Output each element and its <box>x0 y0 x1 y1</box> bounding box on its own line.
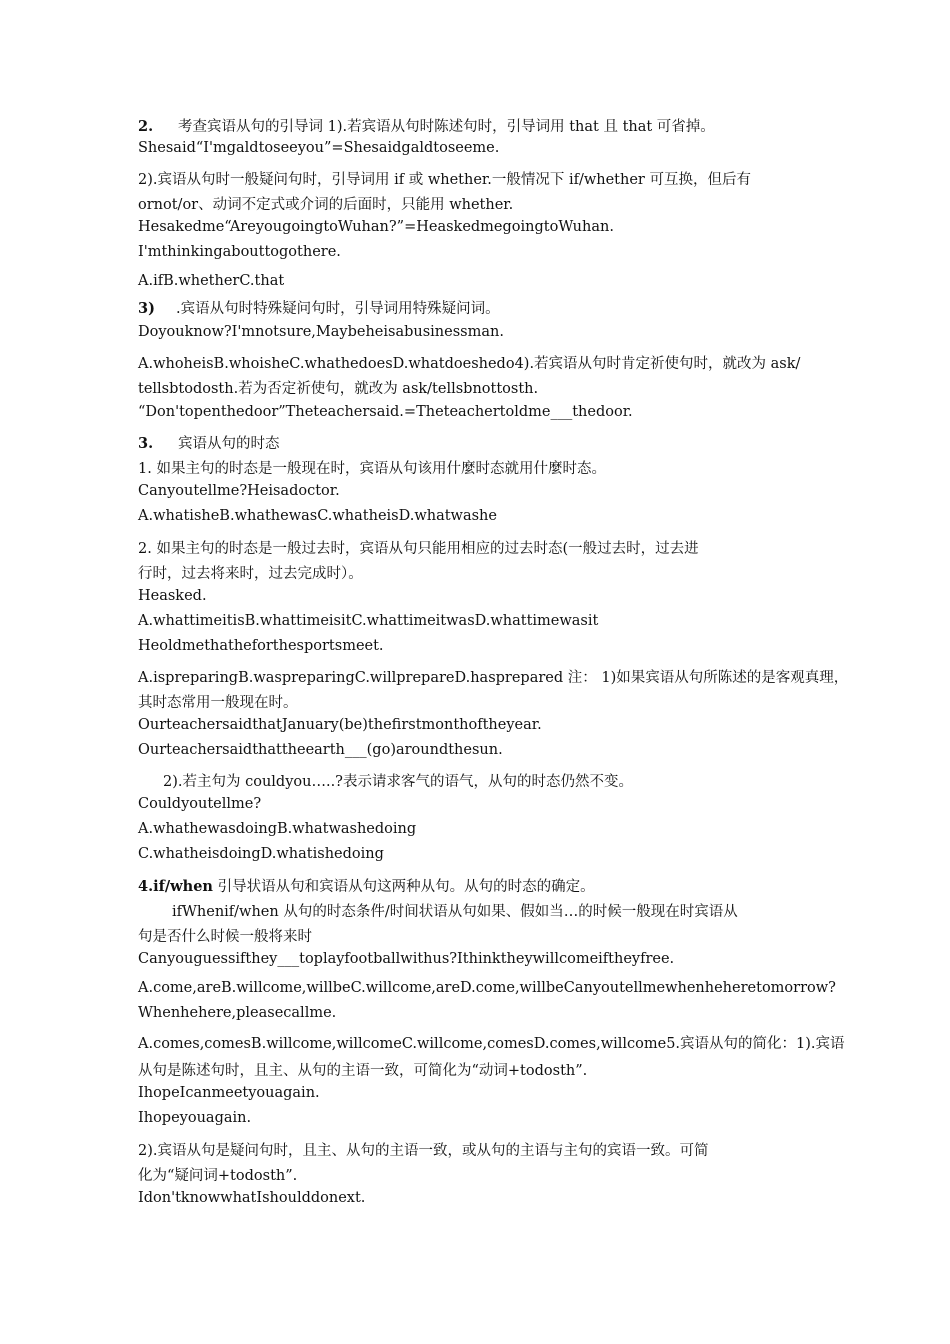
line-text: .宾语从句时特殊疑问句时，引导词用特殊疑问词。 <box>176 301 500 317</box>
line-text: I'mthinkingabouttogothere. <box>138 244 341 260</box>
line-text: Whenhehere,pleasecallme. <box>138 1005 337 1021</box>
text-line <box>138 980 836 996</box>
line-text: 其时态常用一般现在时。 <box>138 695 298 711</box>
text-line <box>138 875 595 896</box>
text-line <box>138 352 800 373</box>
line-text: ifWhenif/when 从句的时态条件/时间状语从句如果、假如当…的时候一般现在时宾语从 <box>172 904 738 920</box>
line-text: Idon'tknowwhatIshoulddonext. <box>138 1190 366 1206</box>
line-text: Heoldmethatheforthesportsmeet. <box>138 638 384 654</box>
line-text: Ihopeyouagain. <box>138 1110 252 1126</box>
text-line <box>138 404 633 420</box>
text-line <box>138 1110 251 1126</box>
line-text: A.ifB.whetherC.that <box>138 273 285 289</box>
text-line <box>138 297 500 318</box>
line-text: OurteachersaidthatJanuary(be)thefirstmonthoftheyear. <box>138 717 542 733</box>
text-line <box>138 742 503 758</box>
line-text: A.whathewasdoingB.whatwashedoing <box>138 821 417 837</box>
line-text: 行时，过去将来时，过去完成时）。 <box>138 566 363 582</box>
text-line <box>138 588 207 604</box>
text-line <box>138 508 497 524</box>
line-text: 1. 如果主句的时态是一般现在时，宾语从句该用什麼时态就用什麼时态。 <box>138 461 606 477</box>
text-line <box>138 638 384 654</box>
text-line <box>138 562 363 583</box>
text-line <box>138 925 312 946</box>
text-line <box>138 244 341 260</box>
line-text: Couldyoutellme? <box>138 796 262 812</box>
text-line <box>138 168 751 189</box>
text-line <box>138 377 538 398</box>
line-text: A.whoheisB.whoisheC.whathedoesD.whatdoeshedo4).若宾语从句时肯定祈使句时，就改为 ask/ <box>138 356 801 372</box>
item-number: 3) <box>138 300 155 317</box>
text-line <box>138 1164 297 1185</box>
line-text: C.whatheisdoingD.whatishedoing <box>138 846 384 862</box>
line-text: A.whattimeitisB.whattimeisitC.whattimeitwasD.whattimewasit <box>138 613 599 629</box>
line-text: 从句是陈述句时，且主、从句的主语一致，可简化为“动词+todosth”. <box>138 1063 588 1079</box>
text-line <box>138 951 674 967</box>
line-text: 2).若主句为 couldyou…..?表示请求客气的语气，从句的时态仍然不变。 <box>163 774 633 790</box>
line-text: 2. 如果主句的时态是一般过去时，宾语从句只能用相应的过去时态(一般过去时，过去进 <box>138 541 699 557</box>
line-text: IhopeIcanmeetyouagain. <box>138 1085 320 1101</box>
line-text: A.come,areB.willcome,willbeC.willcome,areD.come,willbeCanyoutellmewhenheheretomorrow? <box>138 980 836 996</box>
text-line <box>138 1059 587 1080</box>
text-line <box>138 457 606 478</box>
line-text: Canyoutellme?Heisadoctor. <box>138 483 340 499</box>
text-line <box>138 821 416 837</box>
text-line <box>138 1032 845 1053</box>
line-text: 化为“疑问词+todosth”. <box>138 1168 298 1184</box>
line-text: Shesaid“I'mgaldtoseeyou”=Shesaidgaldtoseeme. <box>138 140 500 156</box>
line-text: tellsbtodosth.若为否定祈使句，就改为 ask/tellsbnottosth. <box>138 381 539 397</box>
text-line <box>138 193 513 214</box>
text-line <box>138 1005 336 1021</box>
line-text: A.ispreparingB.waspreparingC.willprepareD.hasprepared 注： 1)如果宾语从句所陈述的是客观真理， <box>138 670 849 686</box>
line-text: A.whatisheB.whathewasC.whatheisD.whatwashe <box>138 508 497 524</box>
line-text: 考查宾语从句的引导词 1).若宾语从句时陈述句时，引导词用 that 且 that 可省掉。 <box>178 119 715 135</box>
line-text: Doyouknow?I'mnotsure,Maybeheisabusinessman. <box>138 324 504 340</box>
text-line <box>138 537 699 558</box>
item-lead: 4.if/when <box>138 878 213 895</box>
text-line <box>138 219 614 235</box>
text-line <box>138 432 280 453</box>
item-number: 2. <box>138 118 154 135</box>
text-line <box>138 1085 320 1101</box>
line-text: 句是否什么时候一般将来时 <box>138 929 312 945</box>
text-line <box>138 483 340 499</box>
text-line <box>138 273 284 289</box>
text-line <box>138 324 504 340</box>
line-text: 宾语从句的时态 <box>178 436 280 452</box>
line-text: Hesakedme“AreyougoingtoWuhan?”=HeaskedmegoingtoWuhan. <box>138 219 614 235</box>
text-line <box>138 666 848 687</box>
line-text: 2).宾语从句时一般疑问句时，引导词用 if 或 whether.一般情况下 if/whether 可互换，但后有 <box>138 172 751 188</box>
item-number: 3. <box>138 435 154 452</box>
line-text: Ourteachersaidthattheearth___(go)aroundthesun. <box>138 742 503 758</box>
line-text: Heasked. <box>138 588 207 604</box>
line-text: 2).宾语从句是疑问句时，且主、从句的主语一致，或从句的主语与主句的宾语一致。可简 <box>138 1143 709 1159</box>
line-text: A.comes,comesB.willcome,willcomeC.willcome,comesD.comes,willcome5.宾语从句的简化：1).宾语 <box>138 1036 845 1052</box>
text-line <box>138 717 542 733</box>
text-line <box>163 770 633 791</box>
text-line <box>138 115 715 136</box>
line-text: Canyouguessifthey___toplayfootballwithus?Ithinktheywillcomeiftheyfree. <box>138 951 675 967</box>
text-line <box>138 1139 709 1160</box>
text-line <box>138 691 298 712</box>
line-text: “Don'topenthedoor”Theteachersaid.=Theteachertoldme___thedoor. <box>138 404 633 420</box>
line-text: ornot/or、动词不定式或介词的后面时，只能用 whether. <box>138 197 514 213</box>
text-line <box>138 613 598 629</box>
line-text: 引导状语从句和宾语从句这两种从句。从句的时态的确定。 <box>212 879 595 895</box>
text-line <box>172 900 738 921</box>
text-line <box>138 1190 365 1206</box>
text-line <box>138 796 261 812</box>
text-line <box>138 846 384 862</box>
text-line <box>138 140 499 156</box>
